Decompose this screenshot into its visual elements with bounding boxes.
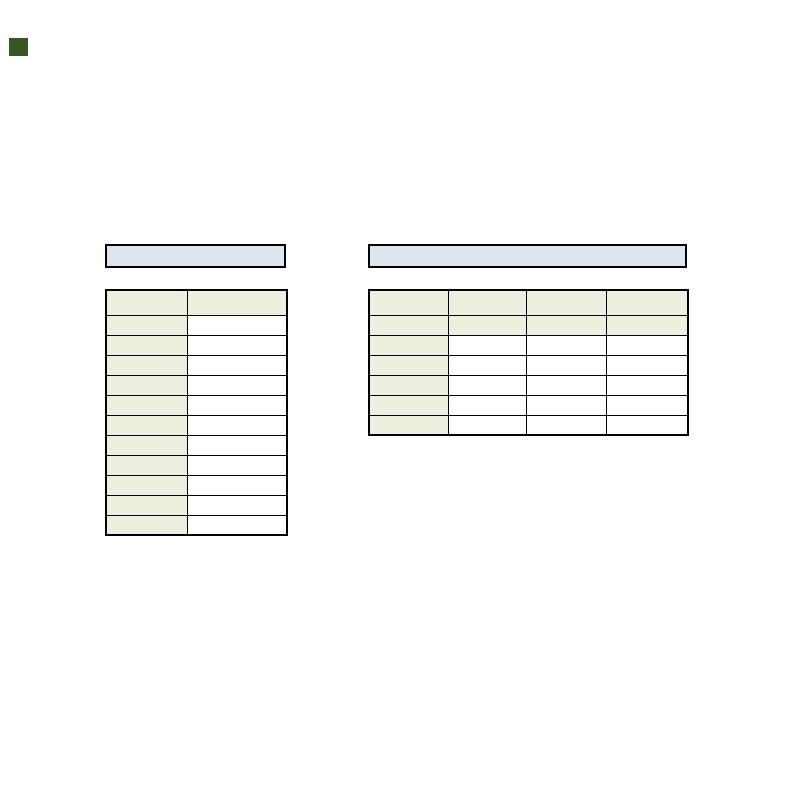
table-row [106, 515, 287, 535]
cell[interactable] [187, 415, 287, 435]
cell[interactable] [526, 415, 606, 435]
table-row [369, 375, 688, 395]
cell[interactable] [187, 455, 287, 475]
cell[interactable] [187, 355, 287, 375]
cell[interactable] [369, 395, 448, 415]
table-row [106, 395, 287, 415]
cell[interactable] [187, 315, 287, 335]
cell[interactable] [526, 395, 606, 415]
cell[interactable] [606, 415, 688, 435]
cell[interactable] [187, 375, 287, 395]
cell[interactable] [369, 375, 448, 395]
cell[interactable] [526, 315, 606, 335]
table-row [106, 355, 287, 375]
cell[interactable] [187, 515, 287, 535]
table-header-row [369, 290, 688, 315]
cell[interactable] [606, 355, 688, 375]
table-row [106, 335, 287, 355]
cell[interactable] [106, 455, 187, 475]
cell[interactable] [187, 475, 287, 495]
column-header-hombre[interactable] [448, 290, 526, 315]
cell[interactable] [106, 435, 187, 455]
table-row [106, 375, 287, 395]
table-row [369, 315, 688, 335]
cell[interactable] [106, 375, 187, 395]
table-row [106, 455, 287, 475]
cell[interactable] [106, 515, 187, 535]
children-table-title[interactable] [105, 244, 286, 268]
table-row [369, 415, 688, 435]
cell[interactable] [526, 335, 606, 355]
cell[interactable] [526, 375, 606, 395]
cell[interactable] [448, 355, 526, 375]
children-size-table [105, 289, 288, 536]
cell[interactable] [106, 415, 187, 435]
cell[interactable] [369, 315, 448, 335]
adults-table-title[interactable] [368, 244, 687, 268]
column-header-unisex[interactable] [606, 290, 688, 315]
cell[interactable] [369, 355, 448, 375]
cell[interactable] [187, 435, 287, 455]
cell[interactable] [106, 475, 187, 495]
table-row [369, 395, 688, 415]
column-header-talla[interactable] [106, 290, 187, 315]
cell[interactable] [448, 315, 526, 335]
cell[interactable] [369, 335, 448, 355]
cell[interactable] [448, 415, 526, 435]
cell[interactable] [187, 335, 287, 355]
cell[interactable] [369, 415, 448, 435]
cell[interactable] [106, 395, 187, 415]
cell[interactable] [106, 315, 187, 335]
table-row [106, 415, 287, 435]
cell[interactable] [448, 335, 526, 355]
cell[interactable] [106, 335, 187, 355]
table-header-row [106, 290, 287, 315]
column-header-talla[interactable] [369, 290, 448, 315]
cell[interactable] [187, 395, 287, 415]
column-header-altura[interactable] [187, 290, 287, 315]
table-row [106, 315, 287, 335]
cell[interactable] [606, 395, 688, 415]
table-row [106, 435, 287, 455]
cell[interactable] [106, 495, 187, 515]
cell[interactable] [606, 375, 688, 395]
table-row [369, 335, 688, 355]
cell[interactable] [606, 315, 688, 335]
cell[interactable] [187, 495, 287, 515]
table-row [369, 355, 688, 375]
table-row [106, 495, 287, 515]
cell[interactable] [606, 335, 688, 355]
cell[interactable] [448, 395, 526, 415]
cell[interactable] [448, 375, 526, 395]
cell[interactable] [526, 355, 606, 375]
adults-size-table [368, 289, 689, 436]
table-row [106, 475, 287, 495]
column-header-mujer[interactable] [526, 290, 606, 315]
cell[interactable] [106, 355, 187, 375]
